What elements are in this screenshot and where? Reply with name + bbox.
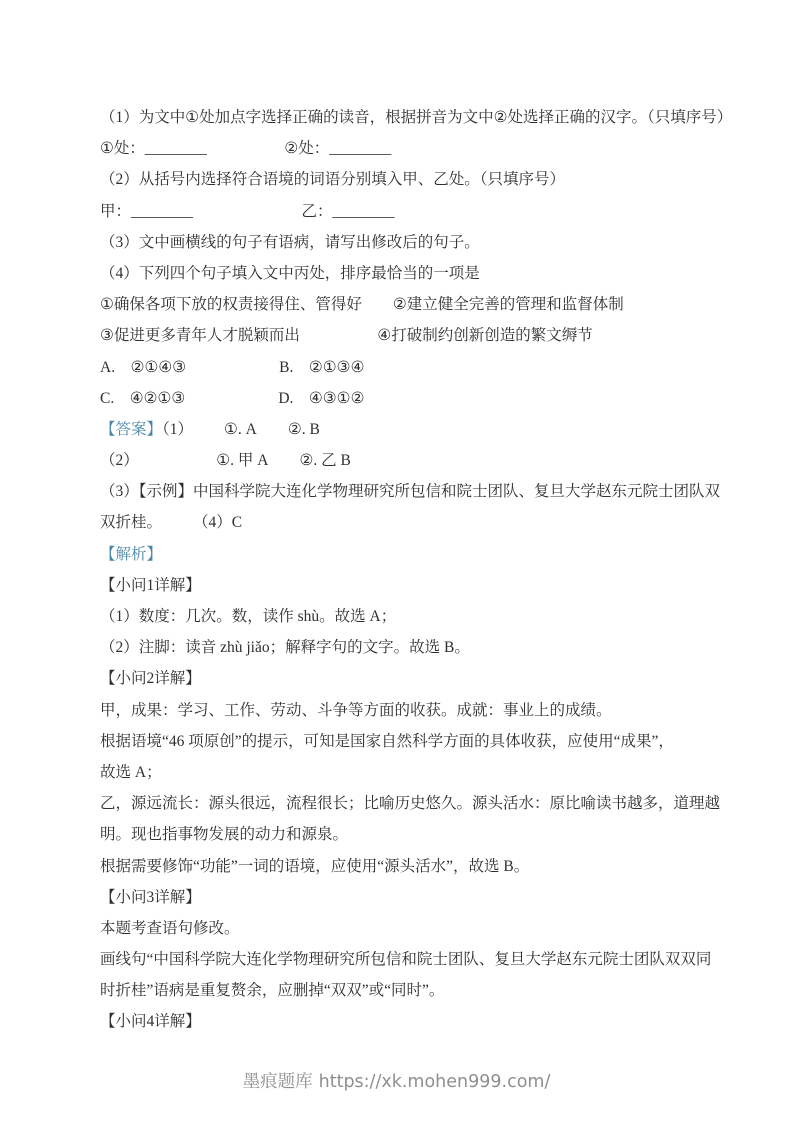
q3-prompt	[100, 227, 700, 258]
spacing	[115, 371, 131, 372]
text-run: （3）【示例】中国科学院大连化学物理研究所包信和院士团队、复旦大学赵东元院士团队双	[100, 483, 721, 501]
text-run: （2）	[100, 452, 139, 470]
section-label: 【答案】	[100, 420, 163, 438]
text-run: ①处：________	[100, 140, 207, 158]
spacing	[207, 152, 285, 153]
subquestion4-heading	[100, 1006, 700, 1037]
text-run: ④③①②	[308, 389, 365, 407]
text-run: ①确保各项下放的权责接得住、管得好	[100, 296, 362, 314]
text-run: 甲：________	[100, 202, 194, 220]
subquestion2-detail3b	[100, 819, 700, 850]
text-run: 根据语境“46 项原创”的提示，可知是国家自然科学方面的具体收获，应使用“成果”，	[100, 732, 674, 750]
spacing	[139, 464, 217, 465]
text-run: 乙，源远流长：源头很远，流程很长；比喻历史悠久。源头活水：原比喻读书越多，道理越	[100, 795, 721, 813]
q1-prompt	[100, 102, 733, 133]
text-run: 双折桂。	[100, 514, 163, 532]
spacing	[293, 402, 309, 403]
text-run: （4）C	[193, 514, 243, 532]
answers-part2	[100, 445, 700, 476]
text-run: 【小问2详解】	[100, 670, 201, 688]
q4-choice-cd	[100, 383, 700, 414]
spacing	[162, 526, 193, 527]
text-run: （4）下列四个句子填入文中丙处，排序最恰当的一项是	[100, 264, 480, 282]
subquestion2-detail1	[100, 695, 700, 726]
text-run: ②①③④	[308, 358, 365, 376]
spacing	[257, 433, 288, 434]
text-run: ②. 乙 B	[299, 452, 351, 470]
text-run: （3）文中画横线的句子有语病，请写出修改后的句子。	[100, 233, 480, 251]
text-run: ④②①③	[129, 389, 186, 407]
answers-part1	[100, 414, 700, 445]
spacing	[114, 402, 130, 403]
subquestion3-heading	[100, 882, 700, 913]
q4-options-12	[100, 289, 700, 320]
q4-options-34	[100, 320, 700, 351]
spacing	[268, 464, 299, 465]
subquestion2-heading	[100, 663, 700, 694]
text-run: 根据需要修饰“功能”一词的语境，应使用“源头活水”，故选 B。	[100, 857, 530, 875]
text-run: ④打破制约创新创造的繁文缛节	[377, 327, 593, 345]
page-footer	[0, 1068, 793, 1093]
subquestion3-detail1	[100, 913, 700, 944]
spacing	[362, 308, 393, 309]
text-run: 乙：________	[301, 202, 395, 220]
text-run: （2）从括号内选择符合语境的词语分别填入甲、乙处。（只填序号）	[100, 171, 566, 189]
subquestion3-detail2a	[100, 944, 712, 975]
text-run: 本题考查语句修改。	[100, 919, 240, 937]
text-run: （1）数度：几次。数，读作 shù。故选 A；	[100, 608, 397, 625]
text-run: A.	[100, 358, 116, 376]
text-run: 明。现也指事物发展的动力和源泉。	[100, 826, 349, 844]
subquestion3-detail2b	[100, 975, 700, 1006]
text-run: ②①④③	[130, 358, 187, 376]
text-run: 画线句“中国科学院大连化学物理研究所包信和院士团队、复旦大学赵东元院士团队双双同	[100, 951, 712, 969]
text-run: （1）为文中①处加点字选择正确的读音，根据拼音为文中②处选择正确的汉字。（只填序号）	[100, 109, 733, 126]
spacing	[293, 371, 309, 372]
subquestion1-detail1	[100, 601, 700, 632]
text-run: ①. A	[224, 420, 257, 438]
spacing	[193, 215, 302, 216]
text-run: （1）	[162, 420, 194, 438]
subquestion2-detail2a	[100, 726, 700, 757]
q1-answer-blanks	[100, 133, 700, 164]
subquestion2-detail3a	[100, 788, 721, 819]
footer-site-name: 墨痕题库	[242, 1072, 313, 1092]
q2-prompt	[100, 164, 700, 195]
text-run: ②处：________	[284, 140, 392, 158]
text-run: 【小问3详解】	[100, 888, 201, 906]
spacing	[185, 402, 278, 403]
spacing	[186, 371, 279, 372]
answers-part3-line1	[100, 476, 721, 507]
text-run: ②. B	[287, 420, 320, 438]
text-run: C.	[100, 389, 115, 407]
answers-part3-line2	[100, 507, 700, 538]
text-run: （2）注脚：读音 zhù jiǎo；解释字句的文字。故选 B。	[100, 639, 470, 657]
text-run: 故选 A；	[100, 763, 162, 781]
footer-url: https://xk.mohen999.com/	[318, 1072, 551, 1092]
text-run: ②建立健全完善的管理和监督体制	[392, 296, 624, 314]
analysis-label	[100, 539, 700, 570]
text-run: 甲，成果：学习、工作、劳动、斗争等方面的收获。成就：事业上的成绩。	[100, 701, 612, 719]
document-body	[100, 102, 733, 1038]
q4-prompt	[100, 258, 700, 289]
subquestion1-heading	[100, 570, 700, 601]
spacing	[193, 433, 224, 434]
text-run: 【小问1详解】	[100, 576, 201, 594]
text-run: B.	[279, 358, 294, 376]
text-run: ③促进更多青年人才脱颖而出	[100, 327, 300, 345]
subquestion2-detail2b	[100, 757, 700, 788]
text-run: D.	[278, 389, 294, 407]
text-run: 时折桂”语病是重复赘余，应删掉“双双”或“同时”。	[100, 982, 445, 1000]
q4-choice-ab	[100, 352, 700, 383]
q2-answer-blanks	[100, 196, 700, 227]
subquestion2-detail4	[100, 851, 700, 882]
text-run: ①. 甲 A	[216, 452, 269, 470]
text-run: 【小问4详解】	[100, 1013, 201, 1031]
spacing	[300, 339, 378, 340]
subquestion1-detail2	[100, 632, 700, 663]
section-label: 【解析】	[100, 545, 163, 563]
